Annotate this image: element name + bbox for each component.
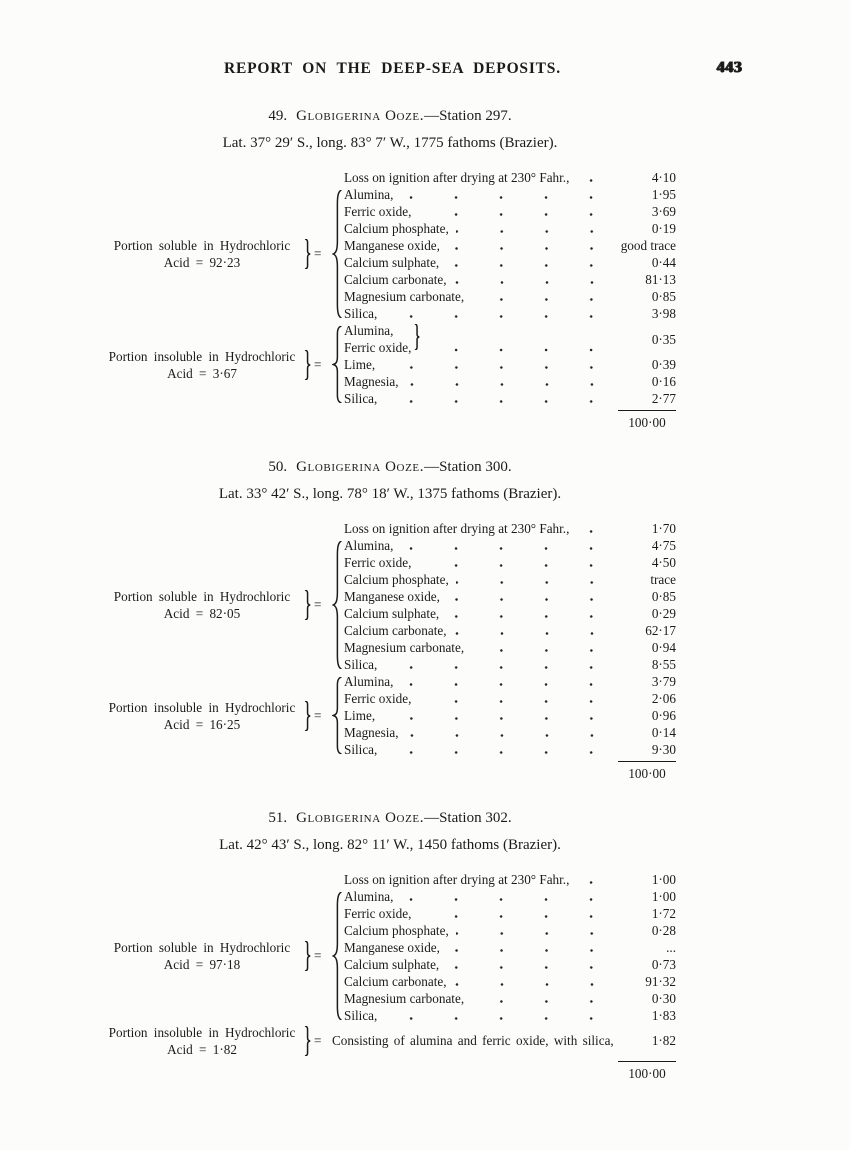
analysis-row [344, 656, 676, 673]
dot-leader [454, 271, 616, 288]
component-label: Loss on ignition after drying at 230° Fahr., [344, 521, 570, 536]
dot-leader [418, 554, 616, 571]
total-row [344, 407, 676, 430]
dot-leader [447, 939, 616, 956]
analysis-row [344, 707, 676, 724]
dot-leader [456, 922, 616, 939]
component-label: Calcium sulphate, [344, 606, 440, 621]
dot-leader [384, 390, 616, 407]
section-heading [102, 106, 678, 126]
analysis-row [344, 390, 676, 407]
component-value: 91·32 [645, 974, 676, 989]
closing-brace-icon [304, 350, 311, 380]
insoluble-summary-row [332, 1024, 676, 1058]
loss-on-ignition-row [344, 520, 676, 537]
component-label: Magnesium carbonate, [344, 289, 465, 304]
component-value: 0·19 [651, 221, 676, 236]
dot-leader [454, 973, 616, 990]
total-value: 100·00 [618, 410, 676, 430]
component-label: Ferric oxide, [344, 691, 412, 706]
insoluble-portion-label [102, 1024, 302, 1058]
dot-leader [384, 305, 616, 322]
opening-brace-icon [332, 326, 343, 403]
analysis-row [344, 673, 676, 690]
soluble-portion-block [102, 186, 742, 322]
equals-sign: = [314, 1033, 322, 1048]
component-value: ... [666, 940, 676, 955]
analysis-row [344, 939, 676, 956]
component-label: Magnesium carbonate, [344, 991, 465, 1006]
component-label: Alumina, [344, 674, 394, 689]
dot-leader [471, 288, 616, 305]
analysis-table [102, 169, 742, 430]
analysis-row [344, 724, 676, 741]
opening-brace-icon [332, 892, 343, 1020]
insoluble-rows [344, 322, 676, 407]
closing-brace-icon [304, 941, 311, 971]
portion-label-line1: Portion soluble in Hydrochloric [113, 940, 291, 955]
component-value: 3·79 [651, 674, 676, 689]
component-value: 0·44 [651, 255, 676, 270]
closing-brace-icon [304, 590, 311, 620]
brace-equals-join [302, 239, 332, 269]
portion-label-line1: Portion insoluble in Hydrochloric [108, 1025, 296, 1040]
portion-label-line2: Acid = 1·82 [167, 1042, 237, 1057]
component-label: Lime, [344, 357, 376, 372]
component-value: 0·85 [651, 289, 676, 304]
analysis-row [344, 254, 676, 271]
component-label: Ferric oxide, [344, 204, 412, 219]
analysis-row [344, 605, 676, 622]
dot-leader [456, 220, 616, 237]
dot-leader [471, 639, 616, 656]
closing-brace-icon [304, 239, 311, 269]
soluble-rows [344, 186, 676, 322]
component-label: Magnesia, [344, 725, 399, 740]
component-value: good trace [620, 238, 676, 253]
insoluble-summary-text: Consisting of alumina and ferric oxide, with silica, [332, 1033, 614, 1048]
component-value: 0·35 [651, 331, 676, 347]
analysis-section-50 [102, 457, 742, 781]
loss-on-ignition-row [344, 169, 676, 186]
component-value: 3·69 [651, 204, 676, 219]
dot-leader [406, 724, 616, 741]
component-label: Manganese oxide, [344, 589, 440, 604]
component-value: trace [650, 572, 676, 587]
component-label: Calcium phosphate, [344, 572, 449, 587]
component-label: Silica, [344, 391, 378, 406]
component-label: Alumina, [344, 187, 394, 202]
analysis-sections [102, 106, 742, 1081]
component-value: 0·85 [651, 589, 676, 604]
dot-leader [400, 537, 616, 554]
analysis-row [344, 956, 676, 973]
analysis-row [344, 220, 676, 237]
total-value: 100·00 [618, 761, 676, 781]
loss-on-ignition-row [344, 871, 676, 888]
soluble-portion-block [102, 888, 742, 1024]
equals-sign: = [314, 707, 322, 723]
portion-label-line2: Acid = 97·18 [163, 957, 241, 972]
analysis-row [344, 186, 676, 203]
analysis-row-combined [344, 322, 676, 356]
component-label: Ferric oxide, [344, 340, 412, 355]
component-value: 8·55 [651, 657, 676, 672]
analysis-row [344, 888, 676, 905]
section-number: 51. [268, 810, 288, 826]
component-value: 1·00 [651, 872, 676, 887]
portion-label-line1: Portion soluble in Hydrochloric [113, 238, 291, 253]
section-name: Globigerina Ooze. [296, 810, 425, 826]
component-label: Alumina, [344, 889, 394, 904]
component-value: 3·98 [651, 306, 676, 321]
component-label: Calcium sulphate, [344, 255, 440, 270]
total-row [344, 758, 676, 781]
analysis-row [344, 537, 676, 554]
component-label: Alumina, [344, 538, 394, 553]
analysis-row [344, 1007, 676, 1024]
component-label: Ferric oxide, [344, 906, 412, 921]
component-value: 62·17 [645, 623, 676, 638]
analysis-row [344, 741, 676, 758]
dot-leader [471, 990, 616, 1007]
dot-leader [384, 656, 616, 673]
component-label: Calcium carbonate, [344, 974, 447, 989]
dot-leader [418, 203, 616, 220]
component-label: Silica, [344, 1008, 378, 1023]
page-header-title: REPORT ON THE DEEP-SEA DEPOSITS. [224, 60, 561, 77]
dot-leader [427, 322, 616, 356]
section-number: 49. [268, 108, 288, 124]
analysis-section-49 [102, 106, 742, 430]
opening-brace-icon [332, 190, 343, 318]
equals-sign: = [314, 597, 322, 612]
soluble-rows [344, 537, 676, 673]
dot-leader [400, 888, 616, 905]
component-label: Silica, [344, 306, 378, 321]
section-heading [102, 808, 678, 828]
soluble-portion-label [102, 588, 302, 622]
portion-label-line2: Acid = 92·23 [163, 255, 241, 270]
dot-leader [454, 622, 616, 639]
brace-equals-join [302, 590, 332, 620]
component-label: Manganese oxide, [344, 940, 440, 955]
component-value: 0·30 [651, 991, 676, 1006]
closing-brace-icon [414, 324, 420, 350]
dot-leader [384, 1007, 616, 1024]
closing-brace-icon [304, 1026, 311, 1056]
equals-sign: = [314, 356, 322, 372]
component-label: Loss on ignition after drying at 230° Fahr., [344, 170, 570, 185]
section-location: Lat. 37° 29′ S., long. 83° 7′ W., 1775 fathoms (Brazier). [222, 135, 558, 151]
component-value: 0·28 [651, 923, 676, 938]
group-brace [332, 677, 344, 754]
component-value: 0·16 [651, 374, 676, 389]
dot-leader [447, 237, 616, 254]
equals-sign: = [314, 948, 322, 963]
total-row [344, 1058, 676, 1081]
dot-leader [576, 871, 616, 888]
dot-leader [418, 905, 616, 922]
soluble-portion-label [102, 237, 302, 271]
page-number: 443 [716, 59, 742, 76]
portion-label-line1: Portion insoluble in Hydrochloric [108, 348, 296, 364]
insoluble-portion-block [102, 322, 742, 407]
portion-label-line1: Portion soluble in Hydrochloric [113, 589, 291, 604]
portion-label-line2: Acid = 82·05 [163, 606, 241, 621]
insoluble-portion-label [102, 699, 302, 733]
component-label: Silica, [344, 742, 378, 757]
component-label: Calcium sulphate, [344, 957, 440, 972]
insoluble-portion-block [102, 1024, 742, 1058]
soluble-rows [344, 888, 676, 1024]
section-heading [102, 457, 678, 477]
analysis-section-51 [102, 808, 742, 1081]
combined-brace [414, 324, 420, 354]
analysis-row [344, 237, 676, 254]
analysis-row [344, 373, 676, 390]
component-value: 0·29 [651, 606, 676, 621]
component-value: 1·00 [651, 889, 676, 904]
component-value: 1·82 [651, 1033, 676, 1048]
component-label: Manganese oxide, [344, 238, 440, 253]
component-value: 2·06 [651, 691, 676, 706]
portion-label-line2: Acid = 16·25 [163, 716, 241, 732]
dot-leader [447, 588, 616, 605]
dot-leader [384, 741, 616, 758]
component-value: 9·30 [651, 742, 676, 757]
analysis-row [344, 203, 676, 220]
dot-leader [406, 373, 616, 390]
analysis-row [344, 588, 676, 605]
component-label: Loss on ignition after drying at 230° Fahr., [344, 872, 570, 887]
analysis-row [344, 305, 676, 322]
component-label: Ferric oxide, [344, 555, 412, 570]
component-label: Lime, [344, 708, 376, 723]
dot-leader [418, 690, 616, 707]
section-name: Globigerina Ooze. [296, 459, 425, 475]
section-station: —Station 300. [424, 459, 512, 475]
component-value: 0·73 [651, 957, 676, 972]
component-label-group [344, 322, 411, 356]
dot-leader [400, 186, 616, 203]
component-value: 81·13 [645, 272, 676, 287]
dot-leader [382, 356, 616, 373]
analysis-row [344, 690, 676, 707]
analysis-row [344, 905, 676, 922]
soluble-portion-block [102, 537, 742, 673]
section-number: 50. [268, 459, 288, 475]
brace-equals-join [302, 701, 332, 731]
component-label: Calcium phosphate, [344, 221, 449, 236]
portion-label-line1: Portion insoluble in Hydrochloric [108, 699, 296, 715]
component-value: 4·10 [651, 170, 676, 185]
dot-leader [446, 956, 616, 973]
component-label: Alumina, [344, 323, 394, 338]
dot-leader [456, 571, 616, 588]
analysis-row [344, 622, 676, 639]
brace-equals-join [302, 1026, 332, 1056]
total-value: 100·00 [618, 1061, 676, 1081]
analysis-row [344, 973, 676, 990]
closing-brace-icon [304, 701, 311, 731]
section-location: Lat. 33° 42′ S., long. 78° 18′ W., 1375 fathoms (Brazier). [218, 486, 562, 502]
analysis-row [344, 288, 676, 305]
dot-leader [400, 673, 616, 690]
portion-label-line2: Acid = 3·67 [167, 365, 237, 381]
component-value: 1·95 [651, 187, 676, 202]
component-value: 4·50 [651, 555, 676, 570]
component-value: 0·14 [651, 725, 676, 740]
component-value: 2·77 [651, 391, 676, 406]
insoluble-portion-label [102, 348, 302, 382]
section-station: —Station 297. [424, 108, 512, 124]
component-label: Calcium phosphate, [344, 923, 449, 938]
equals-sign: = [314, 246, 322, 261]
component-label: Magnesium carbonate, [344, 640, 465, 655]
analysis-row [344, 922, 676, 939]
component-label: Calcium carbonate, [344, 272, 447, 287]
insoluble-rows [344, 673, 676, 758]
analysis-row [344, 571, 676, 588]
section-location: Lat. 42° 43′ S., long. 82° 11′ W., 1450 fathoms (Brazier). [219, 837, 561, 853]
component-value: 0·39 [651, 357, 676, 372]
component-label: Silica, [344, 657, 378, 672]
group-brace [332, 326, 344, 403]
component-label: Magnesia, [344, 374, 399, 389]
component-label: Calcium carbonate, [344, 623, 447, 638]
component-value: 0·94 [651, 640, 676, 655]
analysis-row [344, 990, 676, 1007]
component-value: 0·96 [651, 708, 676, 723]
group-brace [332, 190, 344, 318]
brace-equals-join [302, 350, 332, 380]
soluble-portion-label [102, 939, 302, 973]
group-brace [332, 892, 344, 1020]
analysis-row [344, 554, 676, 571]
dot-leader [576, 520, 616, 537]
analysis-row [344, 639, 676, 656]
dot-leader [576, 169, 616, 186]
analysis-table [102, 520, 742, 781]
analysis-row [344, 356, 676, 373]
opening-brace-icon [332, 677, 343, 754]
section-station: —Station 302. [424, 810, 512, 826]
dot-leader [382, 707, 616, 724]
dot-leader [446, 605, 616, 622]
component-value: 1·83 [651, 1008, 676, 1023]
brace-equals-join [302, 941, 332, 971]
component-value: 1·72 [651, 906, 676, 921]
opening-brace-icon [332, 541, 343, 669]
analysis-table [102, 871, 742, 1081]
component-value: 4·75 [651, 538, 676, 553]
section-name: Globigerina Ooze. [296, 108, 425, 124]
group-brace [332, 541, 344, 669]
dot-leader [446, 254, 616, 271]
component-value: 1·70 [651, 521, 676, 536]
analysis-row [344, 271, 676, 288]
insoluble-portion-block [102, 673, 742, 758]
